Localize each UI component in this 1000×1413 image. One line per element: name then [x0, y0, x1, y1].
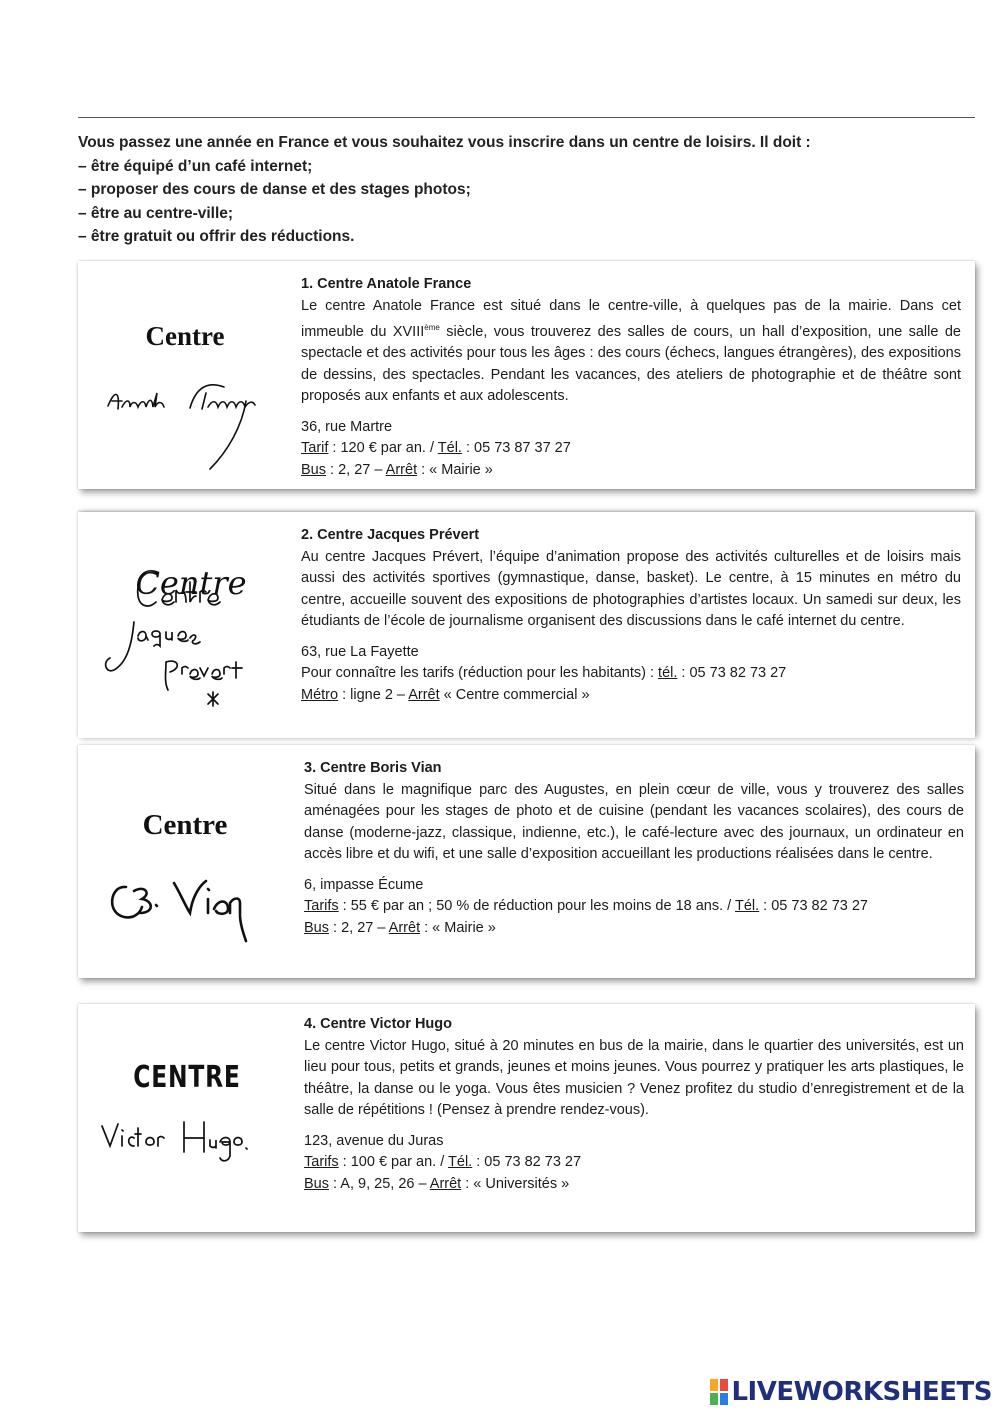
logo-square: [720, 1393, 728, 1405]
signature-victor-hugo: [78, 1004, 298, 1232]
signature-anatole-france: [78, 261, 298, 489]
centre-text: [301, 274, 961, 481]
logo-square: [710, 1393, 718, 1405]
centre-text: [304, 758, 964, 939]
centre-tarif-line: [301, 663, 961, 685]
centre-logo: [78, 512, 298, 738]
centre-tarif-line: [304, 896, 964, 918]
tel-label: Tél.: [448, 1154, 473, 1170]
description-text: Le centre Anatole France est situé dans le centre-ville, à quelques pas de la mairie. Dans cet immeuble du XVIII: [301, 297, 961, 340]
centre-description: Le centre Victor Hugo, situé à 20 minutes en bus de la mairie, dans le quartier des universités, est un lieu pour tous, petits et grands, jeunes et moins jeunes. Vous pourrez y pratiquer les arts plastiques, le théâtre, la danse ou le yoga. Vous êtes musicien ? Venez profitez du studio d’enregistrement et de la salle de répétitions ! (Pensez à prendre rendez-vous).: [304, 1037, 964, 1118]
tarif-label: Tarifs: [304, 898, 339, 914]
centre-title: 4. Centre Victor Hugo: [304, 1016, 452, 1032]
logo-word: CENTRE: [133, 1060, 241, 1095]
transport-value: : 2, 27 –: [326, 461, 386, 478]
tel-label: Tél.: [437, 440, 462, 457]
centre-tarif-line: [301, 438, 961, 460]
signature-jacques-prevert: [78, 512, 298, 738]
stop-value: : « Mairie »: [420, 919, 496, 936]
centre-text: [301, 525, 961, 706]
stop-label: Arrêt: [388, 919, 421, 936]
centre-text: [304, 1014, 964, 1195]
stop-label: Arrêt: [385, 461, 418, 478]
tarif-label: Tarif: [301, 440, 329, 457]
liveworksheets-logo-icon: [710, 1379, 728, 1405]
centre-transport-line: [304, 1174, 964, 1196]
transport-label: Bus: [304, 1175, 329, 1192]
tarif-text: Pour connaître les tarifs (réduction pour les habitants) :: [301, 665, 659, 681]
transport-label: Bus: [301, 461, 326, 478]
instruction-line: – être équipé d’un café internet;: [78, 157, 313, 175]
logo-square: [720, 1379, 728, 1391]
logo-word: Centre: [145, 321, 225, 351]
stop-label: Arrêt: [408, 686, 440, 703]
tarif-value: : 120 € par an. /: [328, 440, 438, 457]
centre-tarif-line: [304, 1152, 964, 1174]
tel-value: : 05 73 82 73 27: [759, 898, 868, 914]
centre-logo: [78, 745, 298, 978]
watermark-text: LIVEWORKSHEETS: [731, 1377, 992, 1407]
tel-label: tél.: [658, 665, 678, 681]
centre-address: 123, avenue du Juras: [304, 1132, 444, 1149]
transport-value: : A, 9, 25, 26 –: [329, 1175, 430, 1192]
liveworksheets-watermark[interactable]: [710, 1377, 992, 1407]
instruction-line: – être au centre-ville;: [78, 204, 234, 222]
instruction-line: Vous passez une année en France et vous souhaitez vous inscrire dans un centre de loisirs. Il doit :: [78, 134, 811, 151]
centre-address: 6, impasse Écume: [304, 876, 424, 893]
transport-value: : 2, 27 –: [329, 919, 389, 936]
centre-title: 1. Centre Anatole France: [301, 276, 472, 292]
logo-square: [710, 1379, 718, 1391]
centre-description: Situé dans le magnifique parc des Augustes, en plein cœur de ville, vous y trouverez des salles aménagées pour les stages de photo et de cuisine (pendant les vacances scolaires), des cours de danse (moderne-jazz, classique, indienne, etc.), le café-lecture avec des journaux, un ordinateur en accès libre et du wifi, et une salle d’exposition accueillant les productions réalisées dans le centre.: [304, 781, 964, 862]
tel-value: : 05 73 87 37 27: [461, 440, 571, 457]
tarif-value: : 100 € par an. /: [338, 1154, 449, 1170]
tel-value: : 05 73 82 73 27: [472, 1154, 582, 1170]
superscript: ème: [424, 323, 440, 332]
stop-label: Arrêt: [429, 1175, 462, 1192]
centre-description: [301, 296, 961, 408]
tel-label: Tél.: [734, 898, 760, 914]
logo-word: Centre: [135, 564, 247, 602]
centre-logo: [78, 261, 298, 489]
centre-title: 3. Centre Boris Vian: [304, 760, 442, 776]
centre-card-victor-hugo: [78, 1004, 975, 1232]
logo-word: Centre: [142, 809, 228, 841]
centre-transport-line: [304, 918, 964, 940]
top-rule: [78, 117, 975, 118]
stop-value: : « Universités »: [461, 1175, 570, 1192]
centre-description: Au centre Jacques Prévert, l’équipe d’animation propose des activités culturelles et de loisirs mais aussi des activités sportives (gymnastique, danse, basket). Le centre, à 15 minutes en métro du centre, accueille souvent des expositions de photographies d’artistes locaux. Un samedi sur deux, les étudiants de l’école de journalisme organisent des discussions dans le café internet du centre.: [301, 548, 961, 629]
transport-label: Bus: [304, 919, 329, 936]
centre-address: 36, rue Martre: [301, 418, 393, 435]
transport-label: Métro: [301, 686, 339, 703]
centre-card-jacques-prevert: [78, 512, 975, 738]
instructions: [78, 131, 978, 249]
centre-address: 63, rue La Fayette: [301, 643, 419, 660]
description-text: siècle, vous trouverez des salles de cours, un hall d’exposition, une salle de spectacle et des activités pour tous les âges : des cours (échecs, langues étrangères), des expositions de dessins, des spectacles. Pendant les vacances, des ateliers de photographie et de théâtre sont proposés aux enfants et aux adolescents.: [301, 323, 961, 405]
signature-boris-vian: [78, 745, 298, 978]
instruction-line: – proposer des cours de danse et des stages photos;: [78, 181, 471, 198]
tarif-label: Tarifs: [304, 1154, 339, 1170]
centre-transport-line: [301, 460, 961, 482]
tarif-value: : 55 € par an ; 50 % de réduction pour les moins de 18 ans. /: [338, 898, 735, 914]
centre-title: 2. Centre Jacques Prévert: [301, 527, 480, 543]
centre-transport-line: [301, 685, 961, 707]
transport-value: : ligne 2 –: [338, 686, 409, 703]
centre-logo: [78, 1004, 298, 1232]
centre-card-boris-vian: [78, 745, 975, 978]
stop-value: « Centre commercial »: [439, 686, 590, 703]
instruction-line: – être gratuit ou offrir des réductions.: [78, 228, 355, 245]
tel-value: : 05 73 82 73 27: [677, 665, 787, 681]
stop-value: : « Mairie »: [417, 461, 493, 478]
centre-card-anatole-france: [78, 261, 975, 489]
